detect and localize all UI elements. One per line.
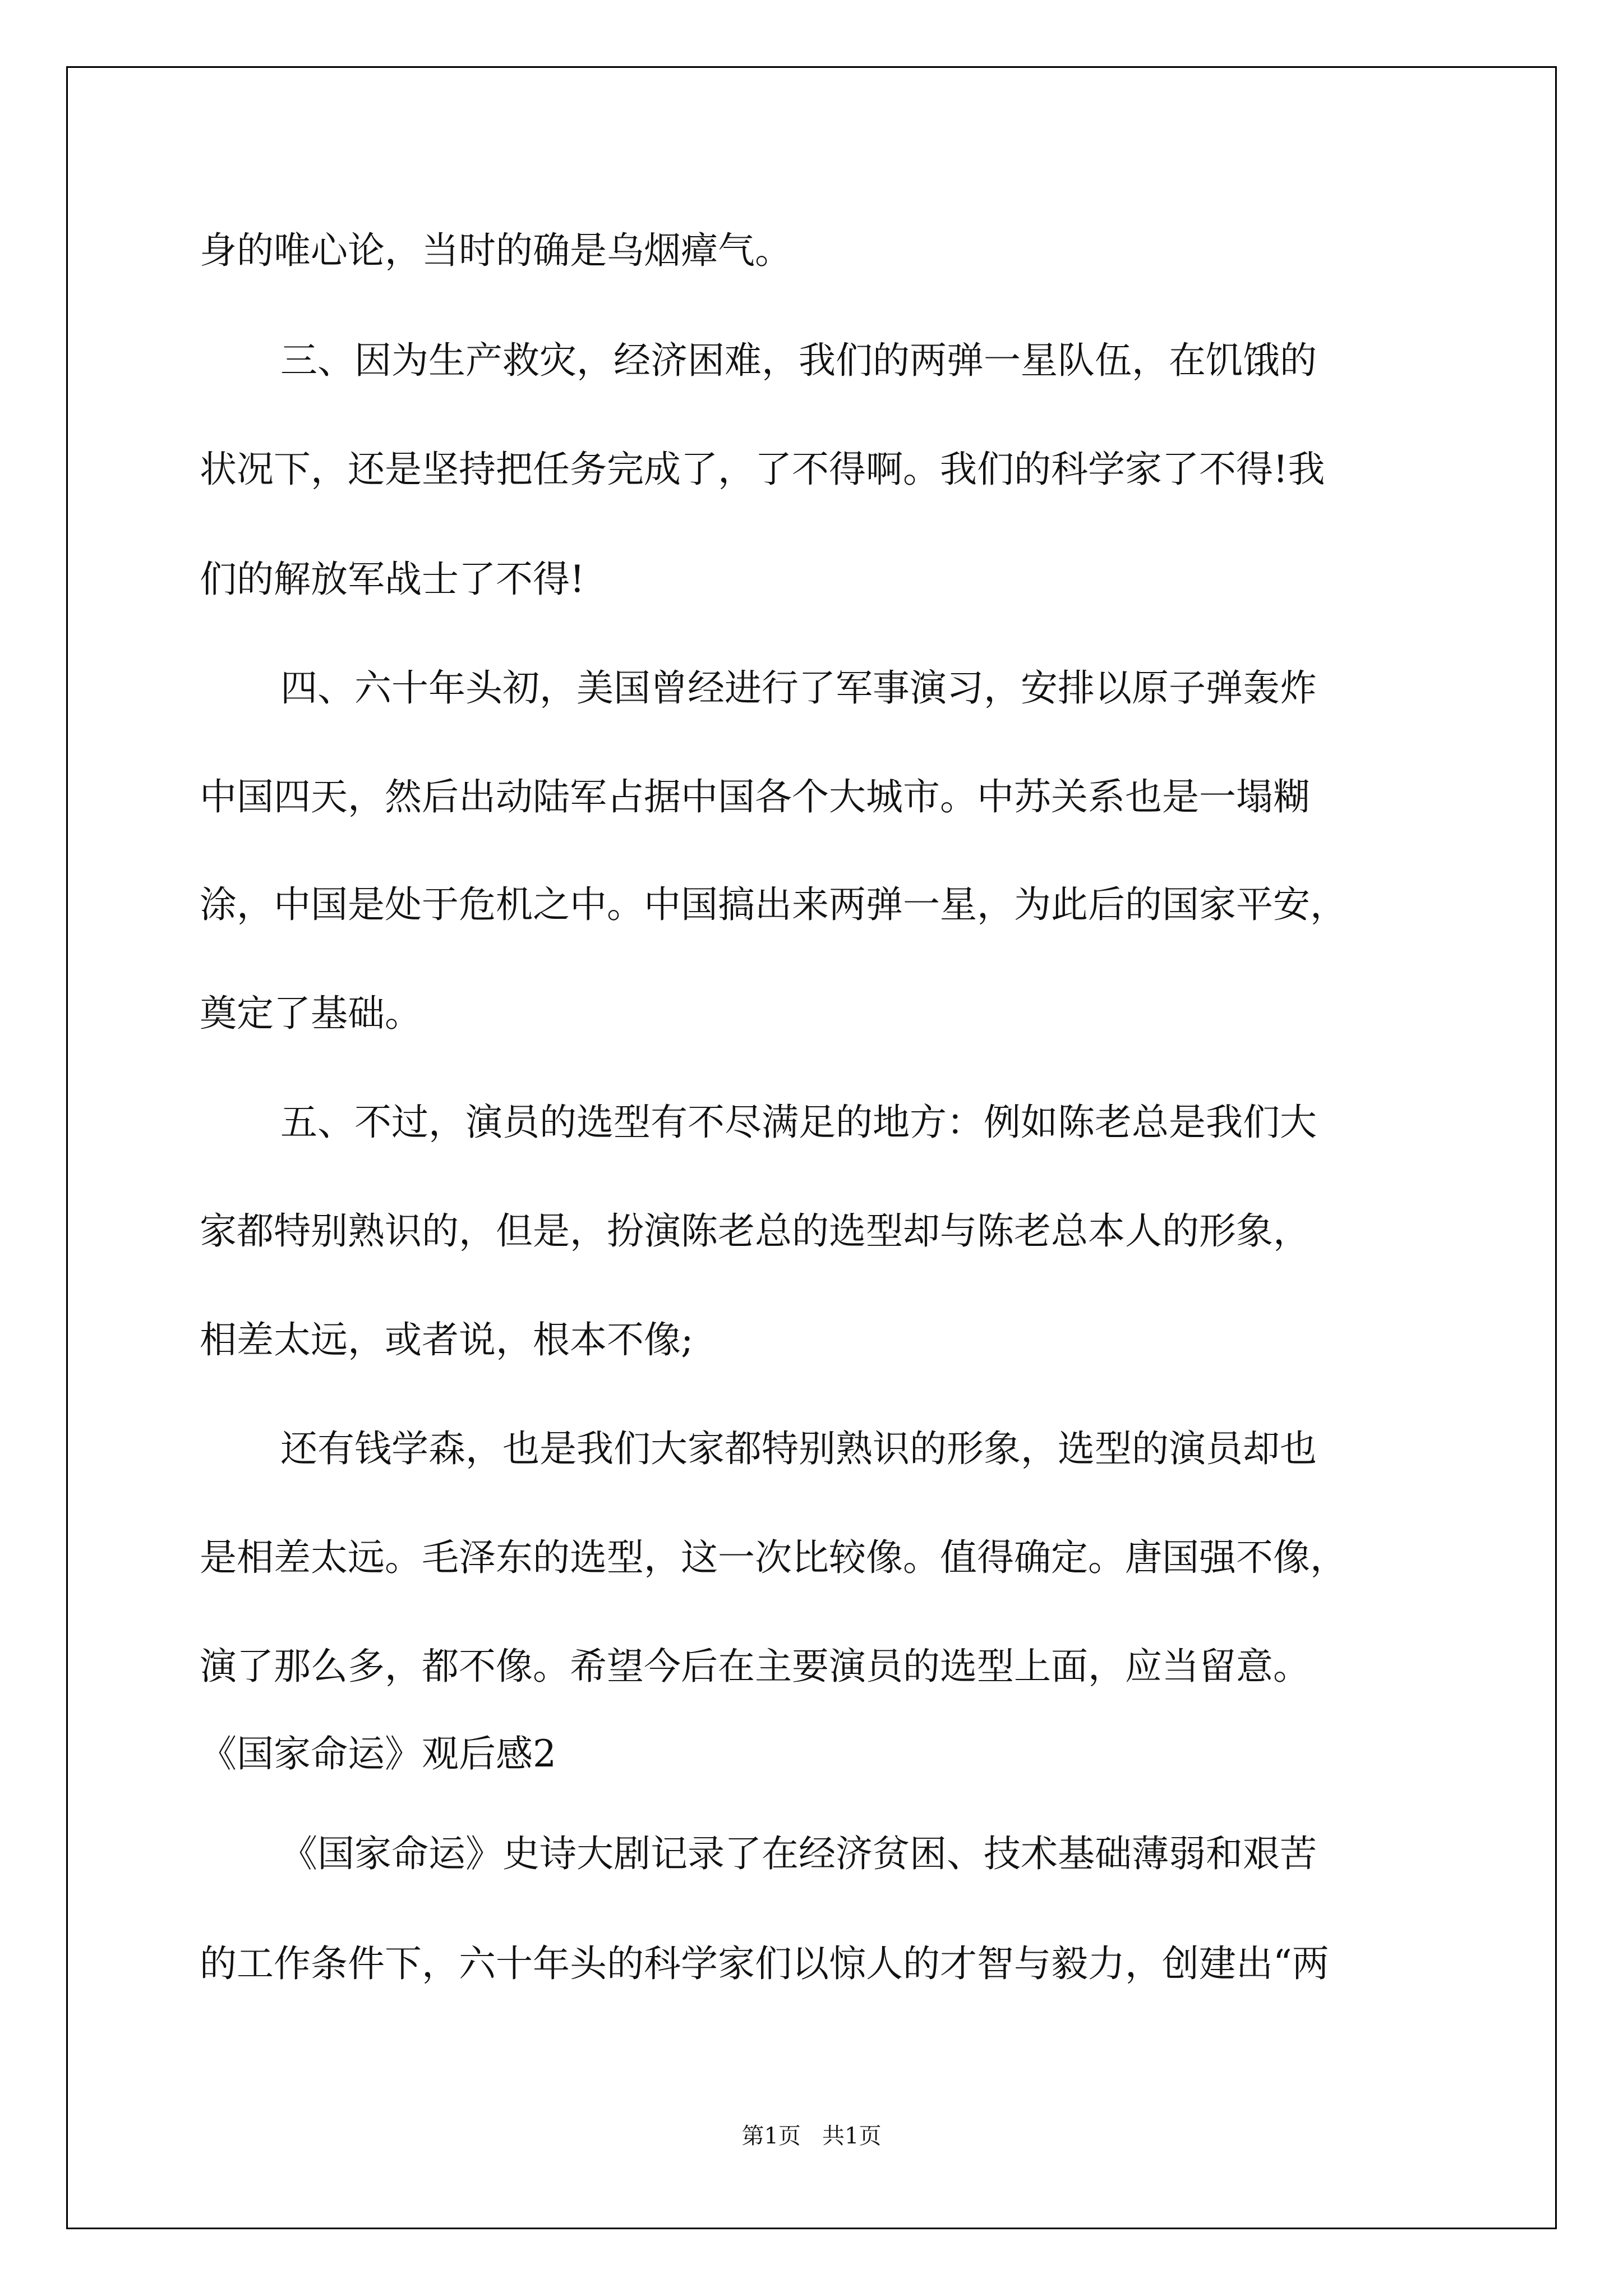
- paragraph-6-line-3: 演了那么多，都不像。希望今后在主要演员的选型上面，应当留意。: [200, 1645, 1310, 1688]
- paragraph-4-line-4: 奠定了基础。: [200, 992, 422, 1035]
- page-border: [66, 66, 1557, 2229]
- paragraph-4-line-2: 中国四天，然后出动陆军占据中国各个大城市。中苏关系也是一塌糊: [200, 775, 1310, 818]
- paragraph-5-line-3: 相差太远，或者说，根本不像;: [200, 1318, 694, 1361]
- page-footer: 第1页 共1页: [741, 2123, 882, 2149]
- body-line-1: 身的唯心论，当时的确是乌烟瘴气。: [200, 229, 792, 272]
- paragraph-3-line-3: 们的解放军战士了不得!: [200, 558, 585, 601]
- paragraph-5-line-1: 五、不过，演员的选型有不尽满足的地方：例如陈老总是我们大: [280, 1101, 1317, 1144]
- paragraph-7-line-2: 的工作条件下，六十年头的科学家们以惊人的才智与毅力，创建出“两: [200, 1942, 1329, 1985]
- paragraph-4-line-3: 涂，中国是处于危机之中。中国搞出来两弹一星，为此后的国家平安，: [200, 883, 1347, 926]
- paragraph-5-line-2: 家都特别熟识的，但是，扮演陈老总的选型却与陈老总本人的形象，: [200, 1209, 1310, 1253]
- paragraph-6-line-1: 还有钱学森，也是我们大家都特别熟识的形象，选型的演员却也: [280, 1427, 1317, 1470]
- section-heading: 《国家命运》观后感2: [200, 1732, 556, 1775]
- paragraph-7-line-1: 《国家命运》史诗大剧记录了在经济贫困、技术基础薄弱和艰苦: [280, 1832, 1317, 1875]
- paragraph-4-line-1: 四、六十年头初，美国曾经进行了军事演习，安排以原子弹轰炸: [280, 666, 1317, 710]
- paragraph-3-line-2: 状况下，还是坚持把任务完成了，了不得啊。我们的科学家了不得!我: [200, 448, 1325, 491]
- paragraph-6-line-2: 是相差太远。毛泽东的选型，这一次比较像。值得确定。唐国强不像，: [200, 1536, 1347, 1579]
- paragraph-3-line-1: 三、因为生产救灾，经济困难，我们的两弹一星队伍，在饥饿的: [280, 339, 1317, 382]
